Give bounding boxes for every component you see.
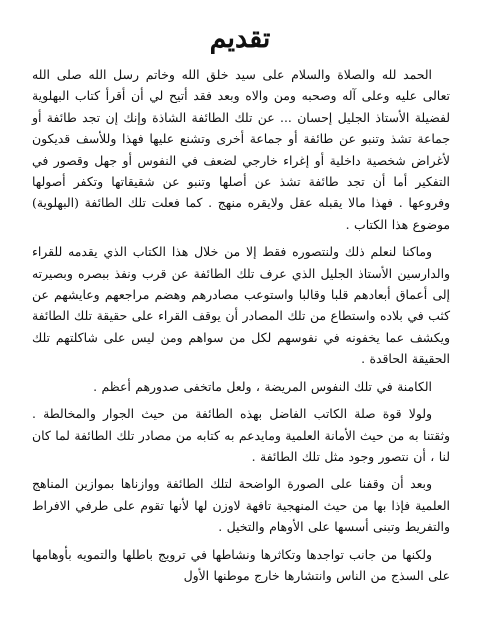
paragraph: وبعد أن وقفنا على الصورة الواضحة لتلك الطائفة ووازناها بموازين المناهج العلمية فإذا بها من حيث المنهجية تافهة لاوزن لها لأنها تقوم على طرفي الافراط والتفريط وتبنى أسسها على الأوهام والتخيل . [32,476,450,535]
page-title: تقديم [209,23,271,54]
paragraph: الحمد لله والصلاة والسلام على سيد خلق الله وخاتم رسل الله صلى الله تعالى عليه وعلى آله وصحبه ومن والاه وبعد فقد أتيح لي أن أقرأ كتاب البهلوية لفضيلة الأستاذ الجليل إحسان ... عن تلك الطائفة الشاذة وإنك إن تجد طائفة أو جماعة تشذ وتنبو عن طائفة أو جماعة أخرى وتشنع عليها فهذا وللأسف قديكون لأغراض شخصية داخلية أو إغراء خارجي لضعف في النفوس أو جهل وقصور في التفكير أما أن تجد طائفة تشذ عن أصلها وتنبو عن شقيقاتها وتكفر أصولها وفروعها . فهذا مالا يقبله عقل ولايقره منهج . كما فعلت تلك الطائفة (البهلوية) موضوع هذا الكتاب . [32,67,450,232]
document-body [32,64,450,586]
paragraph: ولكنها من جانب تواجدها وتكاثرها ونشاطها في ترويج باطلها والتمويه بأوهامها على السذج من الناس وانتشارها خارج موطنها الأول [32,546,450,583]
paragraph: وماكنا لنعلم ذلك ولنتصوره فقط إلا من خلال هذا الكتاب الذي يقدمه للقراء والدارسين الأستاذ الجليل الذي عرف تلك الطائفة عن قرب ونفذ ببصره وبصيرته إلى أعماق أبعادهم قلبا وقالبا واستوعب مصادرهم وهضم مراجعهم وعايشهم عن كثب في بلاده واستطاع من تلك المصادر أن يوقف القراء على حقيقة تلك الطائفة ويكشف عما يخفونه في نفوسهم لكل من سواهم ومن ليس على شاكلتهم تلك الحقيقة الحاقدة . [32,244,450,367]
paragraph: الكامنة في تلك النفوس المريضة ، ولعل ماتخفى صدورهم أعظم . [93,378,432,394]
paragraph: ولولا قوة صلة الكاتب الفاضل بهذه الطائفة من حيث الجوار والمخالطة . وثقتنا به من حيث الأمانة العلمية ومايدعم به كتابه من مصادر تلك الطائفة لما كان لنا ، أن نتصور وجود مثل تلك الطائفة . [32,406,450,464]
